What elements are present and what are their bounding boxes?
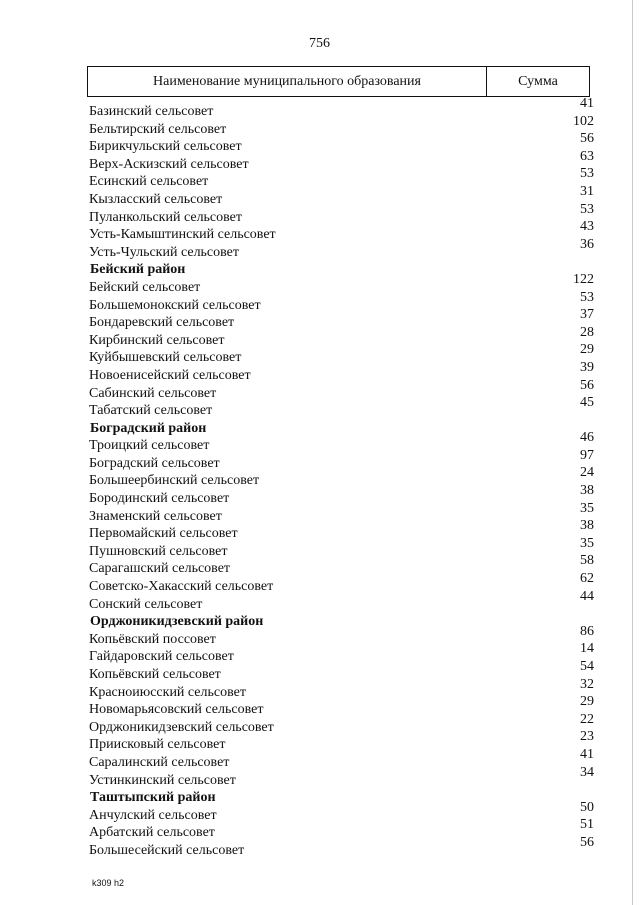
- sum-value: 39: [580, 359, 594, 375]
- sum-value: 29: [580, 342, 594, 358]
- table-row: [89, 535, 594, 559]
- municipality-name: Орджоникидзевский сельсовет: [89, 719, 274, 735]
- footer-code: k309 h2: [92, 878, 125, 888]
- sum-value: 29: [580, 694, 594, 710]
- scan-edge-line: [632, 0, 633, 905]
- sum-value: 24: [580, 465, 594, 481]
- district-name: Орджоникидзевский район: [90, 614, 264, 630]
- sum-value: 56: [580, 377, 594, 393]
- municipality-name: Куйбышевский сельсовет: [89, 350, 242, 366]
- sum-value: 31: [580, 183, 594, 199]
- table-row: [89, 500, 594, 524]
- table-row: [89, 307, 594, 331]
- municipality-name: Пушновский сельсовет: [89, 543, 228, 559]
- sum-value: 51: [580, 817, 594, 833]
- sum-value: 63: [580, 148, 594, 164]
- sum-value: 41: [580, 746, 594, 762]
- municipality-name: Усть-Камыштинский сельсовет: [89, 227, 276, 243]
- table-row: [89, 817, 594, 841]
- municipality-name: Гайдаровский сельсовет: [89, 649, 234, 665]
- table-row: [89, 271, 594, 295]
- sum-value: 97: [580, 447, 594, 463]
- municipality-name: Сонский сельсовет: [89, 596, 203, 612]
- table-row: [89, 676, 594, 700]
- table-row: [89, 96, 594, 119]
- municipality-name: Бейский сельсовет: [89, 279, 201, 295]
- sum-value: 53: [580, 201, 594, 217]
- municipality-name: Арбатский сельсовет: [89, 825, 215, 841]
- sum-value: 41: [580, 96, 594, 111]
- municipality-name: Большесейский сельсовет: [89, 842, 245, 858]
- municipality-name: Советско-Хакасский сельсовет: [89, 579, 274, 595]
- sum-value: 54: [580, 659, 594, 674]
- table-row: [89, 711, 594, 735]
- table-row: [89, 588, 594, 612]
- table-row: [89, 746, 594, 770]
- page-number: 756: [309, 36, 330, 51]
- municipality-name: Копьёвский поссовет: [89, 631, 216, 647]
- table-row: [89, 659, 594, 682]
- municipality-name: Пуланкольский сельсовет: [89, 209, 243, 225]
- municipality-name: Сарагашский сельсовет: [89, 561, 231, 577]
- table-row: [89, 113, 594, 137]
- sum-value: 56: [580, 834, 594, 850]
- sum-value: 38: [580, 483, 594, 499]
- district-name: Таштыпский район: [90, 790, 216, 806]
- section-heading-row: [89, 259, 594, 277]
- column-header-sum: Сумма: [518, 73, 558, 89]
- municipality-name: Табатский сельсовет: [89, 403, 213, 419]
- municipality-name: Красноиюсский сельсовет: [89, 684, 246, 700]
- table-row: [89, 324, 594, 348]
- table-row: [89, 623, 594, 647]
- municipality-name: Копьёвский сельсовет: [89, 667, 221, 682]
- district-name: Бейский район: [90, 262, 186, 278]
- municipality-name: Сабинский сельсовет: [89, 385, 217, 401]
- municipality-name: Приисковый сельсовет: [89, 737, 226, 753]
- sum-value: 34: [580, 764, 594, 780]
- table-row: [89, 201, 594, 225]
- sum-value: 58: [580, 553, 594, 569]
- municipality-name: Усть-Чульский сельсовет: [89, 244, 240, 260]
- sum-value: 50: [580, 799, 594, 815]
- table-header: [87, 66, 590, 97]
- table-row: [89, 641, 594, 665]
- municipality-name: Устинкинский сельсовет: [89, 772, 236, 788]
- table-row: [89, 359, 594, 383]
- sum-value: 86: [580, 623, 594, 639]
- sum-value: 53: [580, 166, 594, 182]
- sum-value: 23: [580, 729, 594, 745]
- table-row: [89, 553, 594, 577]
- municipality-name: Кызласский сельсовет: [89, 191, 223, 207]
- table-row: [89, 166, 594, 190]
- table-row: [89, 236, 594, 260]
- table-row: [89, 183, 594, 207]
- table-row: [89, 694, 594, 718]
- sum-value: 43: [580, 219, 594, 235]
- table-row: [89, 729, 594, 753]
- sum-value: 122: [573, 271, 594, 287]
- table-row: [89, 799, 594, 823]
- table-row: [89, 571, 594, 595]
- municipality-name: Большеербинский сельсовет: [89, 473, 260, 489]
- table-row: [89, 447, 594, 471]
- section-heading-row: [89, 787, 594, 805]
- sum-value: 45: [580, 395, 594, 411]
- table-row: [89, 430, 594, 454]
- sum-value: 14: [580, 641, 594, 657]
- sum-value: 35: [580, 535, 594, 551]
- sum-value: 38: [580, 518, 594, 534]
- sum-value: 53: [580, 289, 594, 305]
- table-row: [89, 342, 594, 366]
- table-body: [89, 96, 594, 858]
- municipality-name: Новоенисейский сельсовет: [89, 367, 251, 383]
- sum-value: 36: [580, 236, 594, 252]
- municipality-name: Кирбинский сельсовет: [89, 332, 225, 348]
- table-row: [89, 764, 594, 788]
- district-name: Боградский район: [90, 420, 207, 436]
- municipality-name: Есинский сельсовет: [89, 174, 209, 190]
- table-row: [89, 131, 594, 155]
- municipality-name: Бондаревский сельсовет: [89, 315, 235, 331]
- municipality-name: Бородинский сельсовет: [89, 491, 230, 507]
- sum-value: 44: [580, 588, 594, 604]
- table-row: [89, 377, 594, 401]
- municipality-name: Верх-Аскизский сельсовет: [89, 156, 249, 172]
- sum-value: 28: [580, 324, 594, 340]
- municipality-name: Базинский сельсовет: [89, 104, 214, 119]
- municipality-name: Боградский сельсовет: [89, 455, 220, 471]
- municipality-name: Анчулский сельсовет: [89, 807, 217, 823]
- section-heading-row: [89, 611, 594, 629]
- sum-value: 102: [573, 113, 594, 129]
- table-row: [89, 465, 594, 489]
- sum-value: 35: [580, 500, 594, 516]
- sum-value: 46: [580, 430, 594, 446]
- municipality-name: Саралинский сельсовет: [89, 754, 230, 770]
- table-row: [89, 289, 594, 313]
- sum-value: 32: [580, 676, 594, 692]
- table-row: [89, 148, 594, 172]
- municipality-name: Троицкий сельсовет: [89, 438, 210, 454]
- sum-value: 37: [580, 307, 594, 323]
- municipality-name: Бирикчульский сельсовет: [89, 139, 242, 155]
- municipality-name: Большемонокский сельсовет: [89, 297, 261, 313]
- table-row: [89, 219, 594, 243]
- section-heading-row: [89, 418, 594, 436]
- table-row: [89, 483, 594, 507]
- sum-value: 62: [580, 571, 594, 587]
- municipality-name: Знаменский сельсовет: [89, 508, 222, 524]
- sum-value: 56: [580, 131, 594, 147]
- column-header-name: Наименование муниципального образования: [88, 67, 487, 96]
- municipality-name: Новомарьясовский сельсовет: [89, 702, 264, 718]
- table-row: [89, 395, 594, 419]
- sum-value: 22: [580, 711, 594, 727]
- table-row: [89, 834, 594, 858]
- municipality-name: Бельтирский сельсовет: [89, 121, 227, 137]
- table-row: [89, 518, 594, 542]
- municipality-name: Первомайский сельсовет: [89, 526, 238, 542]
